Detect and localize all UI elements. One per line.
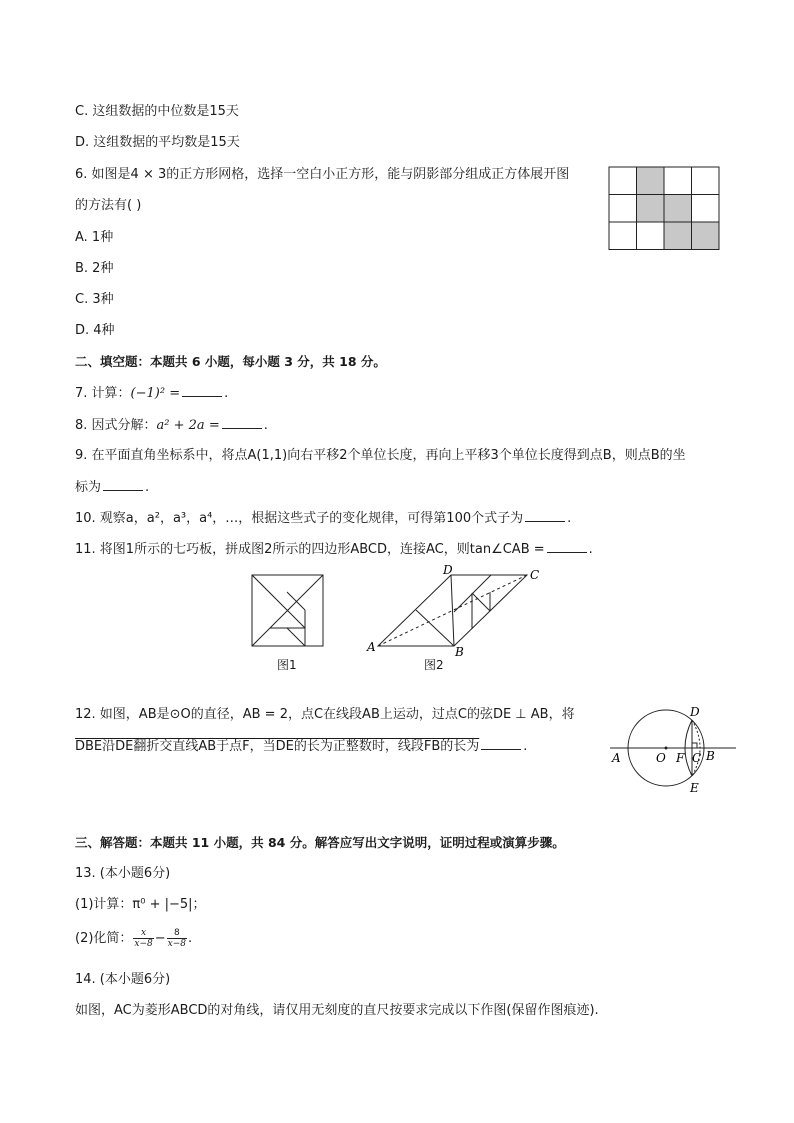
q11-prefix: 11. 将图1所示的七巧板，拼成图2所示的四边形ABCD，连接AC，则tan∠CAB =: [75, 542, 545, 557]
fig2-label-d: D: [443, 564, 453, 577]
q8-suffix: .: [263, 418, 268, 433]
q13-title: 13. (本小题6分): [75, 866, 171, 881]
figure-2-caption: 图2: [424, 658, 444, 672]
q6-grid-figure: [608, 166, 720, 258]
grid-cell-blank: [609, 222, 637, 250]
fig2-label-c: C: [530, 568, 540, 582]
circle-fold-figure: [608, 702, 738, 797]
q11-answer-blank: [547, 540, 587, 553]
fig12-label-f: F: [676, 751, 685, 765]
fig12-label-e: E: [690, 781, 699, 795]
grid-cell-shaded: [637, 167, 665, 195]
q9-line2-prefix: 标为: [75, 480, 102, 495]
grid-cell-shaded: [637, 195, 665, 223]
center-point: [665, 747, 668, 750]
tangram-figure-2: [365, 564, 545, 660]
q12-answer-blank: [481, 737, 521, 750]
q13-part2-prefix: (2)化简：: [75, 931, 133, 946]
grid-cell-blank: [609, 195, 637, 223]
q13-part2: [75, 928, 192, 949]
q11: [75, 540, 593, 559]
grid-cell-blank: [692, 195, 720, 223]
fig12-label-a: A: [612, 751, 621, 765]
q9-line1: 9. 在平面直角坐标系中，将点A(1,1)向右平移2个单位长度，再向上平移3个单位长度得到点B，则点B的坐: [75, 448, 686, 463]
minus-sign: −: [154, 931, 166, 946]
fig12-label-o: O: [656, 751, 666, 765]
q8-prefix: 8. 因式分解：: [75, 418, 157, 433]
q8-expression: a² + 2a =: [156, 418, 220, 433]
q12-line2-prefix: DBE沿DE翻折交直线AB于点F，当DE的长为正整数时，线段FB的长为: [75, 739, 480, 754]
figure-1-caption: 图1: [277, 658, 297, 672]
q6-stem-line2: 的方法有( ): [75, 198, 142, 213]
q7-suffix: .: [224, 386, 229, 401]
fraction-1-denominator: x−8: [134, 939, 153, 949]
grid-cell-blank: [609, 167, 637, 195]
q6-option-b: B. 2种: [75, 261, 114, 276]
grid-cell-blank: [664, 167, 692, 195]
fraction-2-numerator: 8: [167, 928, 187, 939]
fig12-label-d: D: [690, 705, 700, 719]
grid-cell-blank: [637, 222, 665, 250]
grid-cell-blank: [692, 167, 720, 195]
section-3-heading: 三、解答题：本题共 11 小题，共 84 分。解答应写出文字说明，证明过程或演算步骤。: [75, 835, 565, 850]
q6-option-a: A. 1种: [75, 230, 114, 245]
fig12-label-c: C: [692, 751, 702, 765]
q10: [75, 509, 571, 528]
fig2-label-b: B: [455, 645, 464, 659]
q13-fraction-2: [167, 928, 187, 949]
q9-line2: [75, 478, 149, 497]
fraction-1-numerator: x: [133, 928, 153, 939]
q7-answer-blank: [182, 384, 222, 397]
q5-option-d: D. 这组数据的平均数是15天: [75, 135, 240, 150]
q9-suffix: .: [145, 480, 150, 495]
section-2-heading: 二、填空题：本题共 6 小题，每小题 3 分，共 18 分。: [75, 354, 386, 369]
q13-part1: (1)计算：π⁰ + |−5|；: [75, 897, 206, 912]
fig2-label-a: A: [367, 640, 376, 654]
fig12-label-b: B: [706, 749, 715, 763]
q12-line1: 12. 如图，AB是⊙O的直径，AB = 2，点C在线段AB上运动，过点C的弦DE ⊥ AB，将: [75, 707, 575, 722]
q9-answer-blank: [103, 478, 143, 491]
q6-option-c: C. 3种: [75, 292, 114, 307]
q14-title: 14. (本小题6分): [75, 972, 171, 987]
q6-option-d: D. 4种: [75, 323, 115, 338]
grid-cells: [609, 167, 719, 250]
q13-fraction-1: [133, 928, 153, 949]
q5-option-c: C. 这组数据的中位数是15天: [75, 104, 239, 119]
q7-expression: (−1)² =: [130, 386, 181, 401]
q13-part2-suffix: .: [188, 931, 193, 946]
tangram-figure-1: [250, 574, 326, 648]
q10-suffix: .: [567, 511, 572, 526]
q8: [75, 416, 268, 435]
grid-cell-shaded: [692, 222, 720, 250]
fraction-2-denominator: x−8: [167, 939, 187, 949]
q12-suffix: .: [523, 739, 528, 754]
grid-cell-shaded: [664, 195, 692, 223]
q12-line2: [75, 737, 527, 756]
q11-suffix: .: [588, 542, 593, 557]
q6-stem-line1: 6. 如图是4 × 3的正方形网格，选择一空白小正方形，能与阴影部分组成正方体展开图: [75, 167, 570, 182]
q8-answer-blank: [222, 416, 262, 429]
q10-answer-blank: [525, 509, 565, 522]
q10-prefix: 10. 观察a，a²，a³，a⁴，…，根据这些式子的变化规律，可得第100个式子为: [75, 511, 524, 526]
grid-cell-shaded: [664, 222, 692, 250]
q7-prefix: 7. 计算：: [75, 386, 131, 401]
q7: [75, 384, 228, 403]
q14-text: 如图，AC为菱形ABCD的对角线，请仅用无刻度的直尺按要求完成以下作图(保留作图痕迹).: [75, 1003, 599, 1018]
